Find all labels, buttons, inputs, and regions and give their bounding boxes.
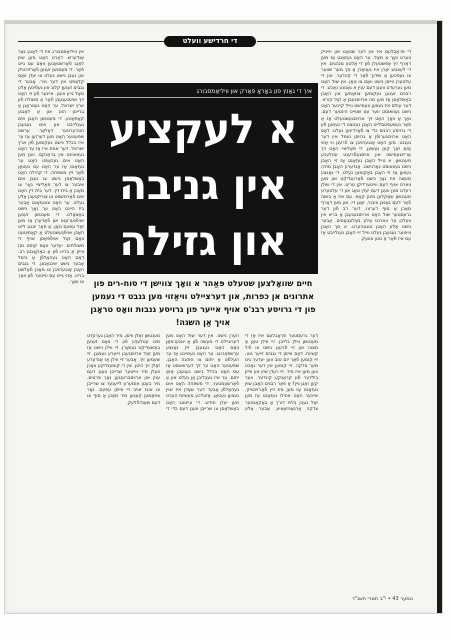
article-column-left: אין וויליאַמסבורג איז די לאַגע גאָר אַנדערש. דאָרט האָט מען שוין לאַנג פֿאַרשטאַנען וואָס עס גייט פֿאָר. די מענטשן זענען פֿאָרזיכטיק און געבן נישט געלט צו יעדן וואָס קלאַפּט אין דער טיר. אָבער די גנבים זענען קלוג און געפֿינען אַלע מאָל נייע וועגן. איינער פֿון זיי האָט זיך אויסגעגעבן פֿאַר אַ משולח פֿון ארץ ישראל. ער האָט געטראָגן אַ ברייטן הוט און אַ לאַנגע קאַפּאָטע. די מענטשן האָבן אים געגלייבט און אים געגעבן הונדערטער דאָלאַר. ערשט שפּעטער האָט מען דערזען אַז ער איז בכלל נישט געקומען פֿון ארץ ישראל. דער אמת איז אַז ער האָט געוואוינט אין בראָנקס. ווען מען האָט אים געכאַפּט האָט ער געזאָגט אַז ער האָט עס געטאָן פֿאַר זיין משפּחה. די קהילה האָט באַשלאָסן נישט צו געבן אים איבער צו דער פּאָליציי נאָר צו מאַכן אַ בית דין. דער בית דין האָט אים פֿאַרמשפּט צו צוריקגעבן אַלע געלט. ער האָט צוגעזאָגט אָבער ביז היינט האָט ער נאָך נישט באַצאָלט. די מענטשן זענען אויפֿגערעגט און פֿאָדערן אַז מען זאָל עפּעס טאָן. אַ פּאָר יונגע לייט האָבן אויפֿגעשטעלט אַ קאָמיטעט וואָס זאָל אויפֿפּאַסן אויף די משולחים. יעדער וואָס קומט מוז ווייזן אַ בריוו פֿון אַ באַקאַנטן רב. דאָס האָט געהאָלפֿן אַ ביסל אָבער נישט אינגאַנצן. די גנבים האָבן אָנגעהויבן צו מאַכן פֿאַלשע בריוו. אַזוי גייט עס ווייטער פֿון וואָך צו וואָך. <box>18 50 84 285</box>
headline-line-2: אין גניבה <box>119 161 287 209</box>
article-body-bottom: דער גרעסטער פּראָבלעם איז אַז די מענטשן ווילן גלייבן. זיי ווילן טאָן אַ מצוה און זיי פֿרעגן נישט צו פֿיל קשיות. דאָס ווייסן די גנבים זייער גוט. זיי קומען פֿאַר יום טוב ווען יעדער גיט מער צדקה. זיי קומען אין דער נאַכט ווען מען איז מיד. זיי רעדן שיין און ווייזן בילדער פֿון קראַנקע קינדער. ווער קען זאָגן ניין? אַ פּאָר רבנים האָבן שוין געזאָגט אַז מען מוז זיין פֿאָרזיכטיק. איינער האָט אפילו געזאָגט אַז מען זאָל געבן בלויז דורך אַ באַקאַנטער צדקה אָרגאַניזאַציע. אָבער אַלע הערן נישט. אין דער שול האָט מען דערציילט די מעשה פֿון אַ יונגערמאַן וואָס האָט געגעבן זיין גאַנצע ערשפּאַרונג. ער האָט געמיינט אַז ער העלפֿט אַ יתום צו חתונה האָבן. שפּעטער האָט ער זיך דערוואוסט אַז עס האָט בכלל נישט געגעבן אַזאַ יתום. ער איז געבליבן אָן געלט און אַ פֿאַרשעמטער. די משפּחה האָט אים געהאָלפֿן אָבער דער שאָדן איז שוין געווען געטאָן. אַזעלכע מעשיות הערט מען יעדן חודש. די צייטונג האָט באַשלאָסן צו שרייבן וועגן דעם כדי די מענטשן זאָלן וויסן. מיר האָבן גערעדט מיט עטלעכע פֿון די וואָס זענען באַשעדיקט געוואָרן. זיי ווילן נישט אַז מען זאָל ארויסגעבן זייערע נעמען. זיי שעמען זיך. אָבער זיי ווילן אַז אַנדערע זאָלן זיך היטן. אין די קומענדיקע וואָכן וועלן מיר ווייטער שרייבן וועגן דעם ענין און ארויסברענגען נאָך פּרטים. מיר בעטן אונזערע לייענער צו שרייבן צו אונז אויב זיי ווייסן עפּעס. נאָר צוזאַמען קענען מיר מאַכן אַ סוף צו דעם שאַנדפֿלעק. <box>87 334 318 412</box>
binding-edge <box>437 21 442 613</box>
section-tag <box>164 36 256 48</box>
page-edge-shadow <box>5 21 442 24</box>
article-byline: איך די גאַנץ פון באָראָ פּאַרק און וויליאַמסבורג <box>94 86 312 98</box>
article-deck: חיים שוואָלצען שטעלט פּאַהר א וואָך צווישן די סוח-רים פון אתרונים אן כפרות, און דערציילט וויאַזוי מען גנבט די נעמען פון די גרויסע רבנ'ס אויף אייער פון גרויסע גנבות וואָס טראָגן אויך אַן השגה! <box>90 278 316 327</box>
section-rule-right <box>257 41 411 42</box>
section-tag-label: די חרדישע וועלט <box>164 36 256 47</box>
section-rule-left <box>18 41 164 42</box>
headline-line-3: און גזילה <box>119 217 287 265</box>
article-column-right: די פּראָבלעם איז אין דער שטאָט און ווייניק ווערט נאָך אַ מאָל. ער האָט געזאָגט אַז מען דאַרף זיך אָפּשטעלן פֿון די אַלטע מנהגים. אין די לעצטע יאָרן איז געוואָרן אַ סך מער שווער צו געפינען אַ שידוך פֿאַר די קינדער, און די עלטערן ווייסן נישט וואָס צו טאָן. אין שול האָט מען גערעדט וועגן דעם ענין א גאַנצע נאַכט. די רבנים זענען געקומען צוזאַמען און האָבן באַשלאָסן אַז מען מוז ארויסגעבן אַ קול קורא. דער עולם איז געווען צעמישט ווייל קיינער האָט נישט געוואוסט ווער עס שטייט הינטער דעם. נאָך אַ וואָך האָט זיך ארויסגעשטעלט אַז אַ פּאָר געשעפטסלייט האָבן גענוצט די נעמען פֿון די גרויסע רבנים כדי צו פֿאַרדינען געלט. דאָס האָט ארויסגערופֿן אַ גרויסן טומל אין דער געגנט. מען האָט אָנגעהויבן צו פֿרעגן ווי אַזוי אַזאַ זאַך קען געשען. די פּאָליציי האָט זיך אַריינגעמישט און אויסגעפֿרעגט עטלעכע מענטשן. א טייל האָבן געזאָגט אַז זיי האָבן נישט געוואוסט גאָרנישט. אַנדערע האָבן מודה געווען אַז זיי האָבן באַקומען געלט. די גאַנצע מעשה איז נאָך נישט פֿאַרענדיקט און מען ווארט אויף דעם ווייטערדיקן טריט. אין די שולן רעדט מען וועגן דעם יעדן טאָג און די עלטערע מענטשן שאָקלען מיטן קאָפּ. עס איז אַ בושה פֿאַר דעם גאַנצן ציבור, זאָגן זיי, און מען דאַרף מאַכן אַ סוף דערצו. דער רב פֿון דער גרעסטער שול האָט ארויסגעגעבן אַ בריוו אין וועלכן ער ווארנט אַלע באַלעבאַטים. אָבער נישט אַלע האָבן צוגעהערט. א סך האָבן ווייטער געגעבן געלט ווייל זיי האָבן געגלייבט אַז עס איז פֿאַר אַ גוטן צוועק. <box>321 50 411 243</box>
page-footer: נומער 43 • י"ב תשרי תשנ"ד <box>352 596 413 602</box>
headline-line-1: א לעקציע <box>108 105 298 153</box>
